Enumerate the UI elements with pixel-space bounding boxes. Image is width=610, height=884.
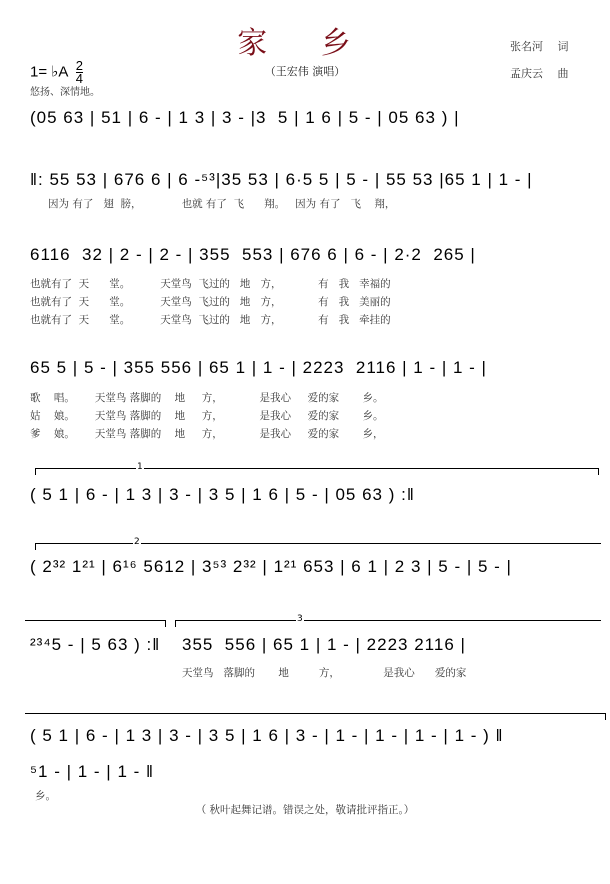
lyrics-line-2: 因为 有了 翅 膀， 也就 有了 飞 翔。 因为 有了 飞 翔，	[48, 198, 396, 210]
lyrics-line-3-verse-1: 也就有了 天 堂。 天堂鸟 飞过的 地 方， 有 我 幸福的	[30, 278, 391, 290]
score-line-1: (05 63 | 51 | 6 - | 1 3 | 3 - |3 5 | 1 6 | 5 - | 05 63 ) |	[30, 108, 460, 127]
volta-label-1: 1	[137, 462, 143, 472]
lyrics-line-4-verse-1: 歌 唱。 天堂鸟 落脚的 地 方， 是我心 爱的家 乡。	[30, 392, 384, 404]
lyrics-line-9: 乡。	[35, 790, 56, 802]
lyrics-line-4-verse-2: 姑 娘。 天堂鸟 落脚的 地 方， 是我心 爱的家 乡。	[30, 410, 384, 422]
composer-credit: 孟庆云 曲	[510, 67, 569, 80]
score-line-5: ( 5 1 | 6 - | 1 3 | 3 - | 3 5 | 1 6 | 5 - | 05 63 ) :‖	[30, 485, 415, 504]
score-line-6: ( 2³² 1²¹ | 6¹⁶ 5612 | 3⁵³ 2³² | 1²¹ 653 | 6 1 | 2 3 | 5 - | 5 - |	[30, 557, 512, 576]
tempo-marking: 悠扬、深情地。	[30, 87, 100, 98]
time-signature	[76, 60, 83, 85]
score-line-9: ⁵1 - | 1 - | 1 - ‖	[30, 762, 155, 781]
lyrics-line-3-verse-3: 也就有了 天 堂。 天堂鸟 飞过的 地 方， 有 我 牵挂的	[30, 314, 391, 326]
song-title: 家 乡	[237, 26, 373, 61]
volta-bracket-2-end	[25, 620, 166, 627]
score-line-8: ( 5 1 | 6 - | 1 3 | 3 - | 3 5 | 1 6 | 3 - | 1 - | 1 - | 1 - | 1 - ) ‖	[30, 726, 504, 745]
score-line-7-b: 355 556 | 65 1 | 1 - | 2223 2116 |	[182, 635, 466, 654]
key-time-signature	[30, 60, 83, 85]
volta-bracket-2	[35, 543, 601, 550]
score-line-4: 65 5 | 5 - | 355 556 | 65 1 | 1 - | 2223 2116 | 1 - | 1 - |	[30, 358, 487, 377]
lyrics-line-4-verse-3: 爹 娘。 天堂鸟 落脚的 地 方， 是我心 爱的家 乡，	[30, 428, 384, 440]
volta-label-3: 3	[297, 614, 303, 624]
lyricist-credit: 张名河 词	[510, 40, 569, 53]
transcriber-note: （ 秋叶起舞记谱。错误之处，敬请批评指正。）	[195, 804, 415, 816]
volta-label-2: 2	[134, 537, 140, 547]
singer-credit: （王宏伟 演唱）	[264, 65, 346, 78]
score-line-2: ‖: 55 53 | 676 6 | 6 -⁵³|35 53 | 6·5 5 | 5 - | 55 53 |65 1 | 1 - |	[30, 170, 533, 189]
score-line-3: 6116 32 | 2 - | 2 - | 355 553 | 676 6 | 6 - | 2·2 265 |	[30, 245, 476, 264]
coda-bracket	[25, 713, 606, 720]
volta-bracket-3	[175, 620, 601, 627]
time-denominator: 4	[75, 71, 83, 86]
key-signature: 1= ♭A	[30, 63, 68, 81]
score-line-7-a: ²³⁴5 - | 5 63 ) :‖	[30, 635, 161, 654]
lyrics-line-7: 天堂鸟 落脚的 地 方， 是我心 爱的家	[182, 667, 467, 679]
time-numerator: 2	[75, 58, 83, 73]
volta-bracket-1	[35, 468, 599, 475]
lyrics-line-3-verse-2: 也就有了 天 堂。 天堂鸟 飞过的 地 方， 有 我 美丽的	[30, 296, 391, 308]
